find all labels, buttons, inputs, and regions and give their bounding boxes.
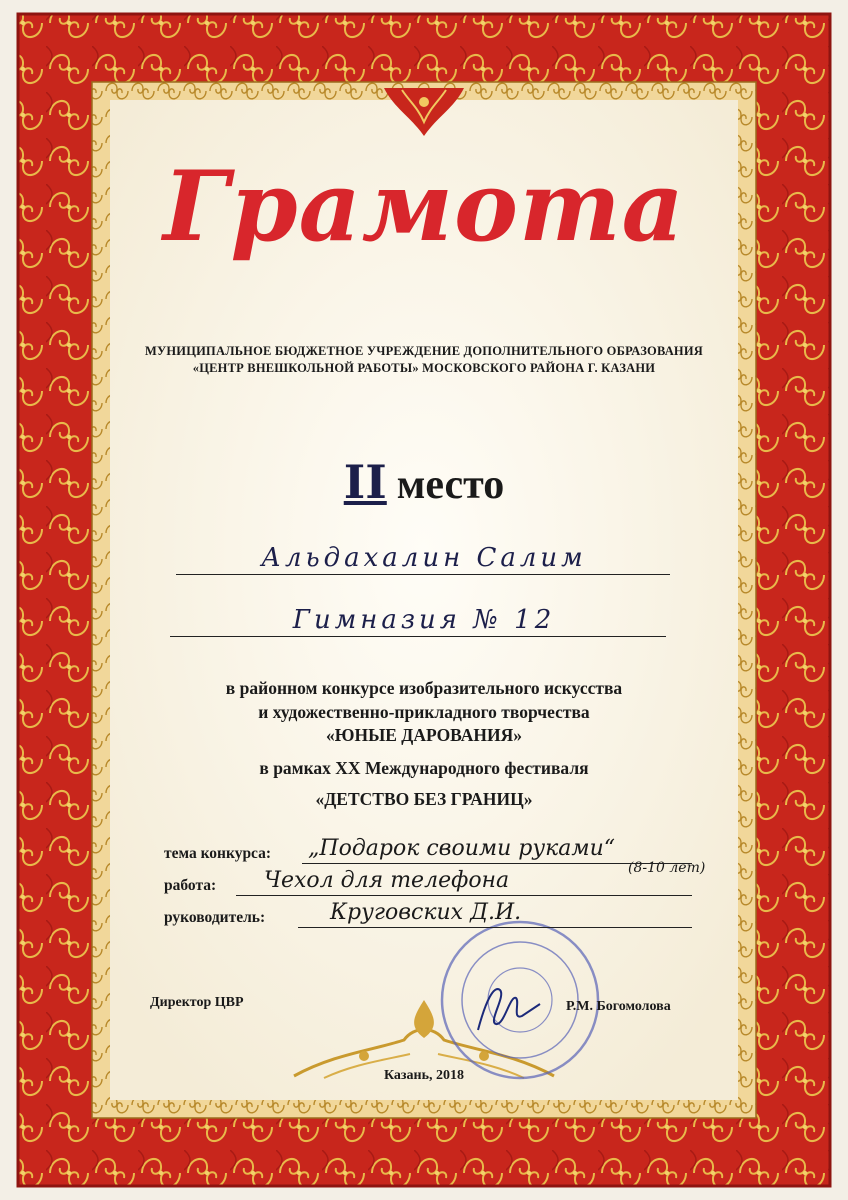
- organization-line-1: МУНИЦИПАЛЬНОЕ БЮДЖЕТНОЕ УЧРЕЖДЕНИЕ ДОПОЛНИТЕЛЬНОГО ОБРАЗОВАНИЯ: [144, 344, 703, 358]
- school-name: Гимназия № 12: [292, 605, 556, 635]
- mentor-underline: [298, 927, 692, 928]
- mentor-label: руководитель:: [164, 909, 266, 926]
- place-heading: [0, 455, 848, 509]
- place-date: Казань, 2018: [383, 1068, 465, 1083]
- director-name: Р.М. Богомолова: [566, 999, 671, 1014]
- work-value: Чехол для телефона: [264, 868, 510, 893]
- theme-value: „Подарок своими руками“: [308, 836, 616, 861]
- contest-line-1: в районном конкурсе изобразительного искусства: [225, 678, 623, 698]
- work-underline: [236, 895, 692, 896]
- festival-line-2: «ДЕТСТВО БЕЗ ГРАНИЦ»: [315, 789, 533, 809]
- place-numeral: II: [343, 455, 387, 509]
- organization-line-2: «ЦЕНТР ВНЕШКОЛЬНОЙ РАБОТЫ» МОСКОВСКОГО РАЙОНА Г. КАЗАНИ: [192, 361, 656, 375]
- theme-underline: [302, 863, 692, 864]
- school-underline: [170, 636, 666, 637]
- theme-label: тема конкурса:: [164, 845, 272, 862]
- certificate-title: Грамота: [163, 150, 685, 263]
- director-title: Директор ЦВР: [150, 995, 244, 1010]
- work-label: работа:: [164, 877, 217, 894]
- contest-line-2: и художественно-прикладного творчества: [258, 702, 590, 722]
- awardee-name: Альдахалин Салим: [261, 543, 587, 573]
- awardee-underline: [176, 574, 670, 575]
- theme-age-note: (8-10 лет): [628, 860, 706, 876]
- mentor-value: Круговских Д.И.: [330, 900, 522, 925]
- contest-line-3: «ЮНЫЕ ДАРОВАНИЯ»: [326, 725, 522, 745]
- festival-line-1: в рамках XX Международного фестиваля: [259, 758, 589, 778]
- place-word: место: [396, 462, 505, 508]
